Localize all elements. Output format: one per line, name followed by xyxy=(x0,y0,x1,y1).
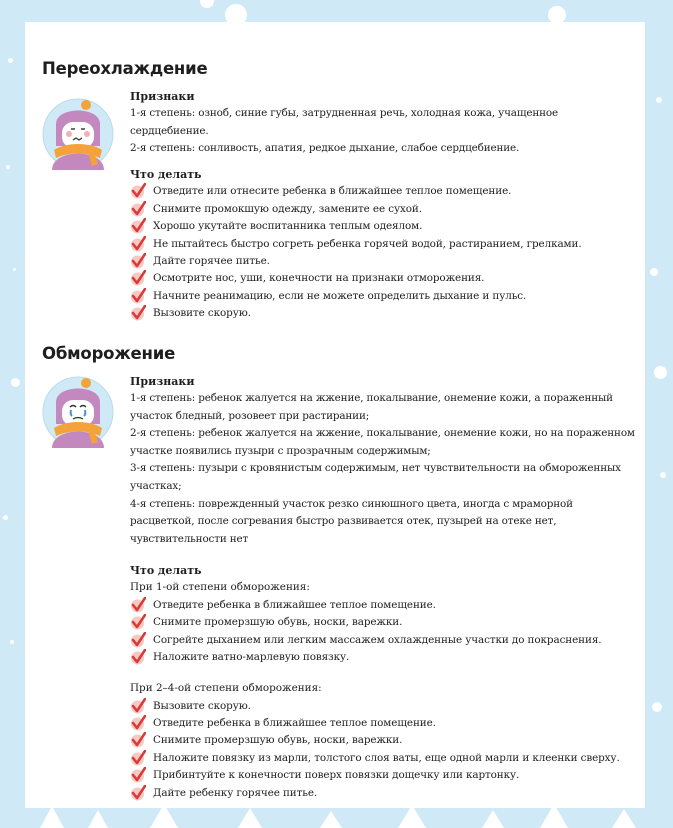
sign-text: 2-я степень: сонливость, апатия, редкое дыхание, слабое сердцебиение. xyxy=(130,142,520,155)
step-text: Дайте горячее питье. xyxy=(153,255,270,268)
checkmark-icon xyxy=(130,218,146,234)
checkmark-icon xyxy=(130,270,146,286)
list-item xyxy=(130,287,635,304)
checkmark-icon xyxy=(130,750,146,766)
step-text: Прибинтуйте к конечности поверх повязки дощечку или картонку. xyxy=(153,769,520,782)
checkmark-icon xyxy=(130,201,146,217)
signs-label: Признаки xyxy=(130,90,195,103)
step-text: Наложите повязку из марли, толстого слоя ваты, еще одной марли и клеенки сверху. xyxy=(153,751,620,764)
list-item xyxy=(130,596,635,613)
checkmark-icon xyxy=(130,649,146,665)
step-text: Не пытайтесь быстро согреть ребенка горячей водой, растиранием, грелками. xyxy=(153,237,582,250)
section-title-frostbite: Обморожение xyxy=(42,344,176,363)
checkmark-icon xyxy=(130,715,146,731)
list-item xyxy=(130,235,635,252)
step-text: Дайте ребенку горячее питье. xyxy=(153,786,318,799)
sign-text: 1-я степень: ребенок жалуется на жжение, покалывание, онемение кожи, а пораженный участок бледный, розовеет при растирании; xyxy=(130,392,613,422)
child-cold-icon xyxy=(42,98,114,170)
step-text: Вызовите скорую. xyxy=(153,307,251,320)
sign-text: 3-я степень: пузыри с кровянистым содержимым, нет чувствительности на обмороженных участках; xyxy=(130,462,621,492)
content-card xyxy=(25,22,645,808)
list-item xyxy=(130,200,635,217)
sign-text: 4-я степень: поврежденный участок резко синюшного цвета, иногда с мраморной расцветкой, после согревания быстро развивается отек, пузырей на отеке нет, чувствительности нет xyxy=(130,497,573,545)
step-text: Наложите ватно-марлевую повязку. xyxy=(153,651,350,664)
list-item xyxy=(130,631,635,648)
checkmark-icon xyxy=(130,183,146,199)
list-item xyxy=(130,649,635,666)
checkmark-icon xyxy=(130,698,146,714)
group-heading: При 2–4-ой степени обморожения: xyxy=(130,681,322,694)
step-text: Хорошо укутайте воспитанника теплым одеялом. xyxy=(153,220,423,233)
step-text: Осмотрите нос, уши, конечности на признаки отморожения. xyxy=(153,272,485,285)
checkmark-icon xyxy=(130,305,146,321)
signs-label: Признаки xyxy=(130,375,195,388)
steps-list xyxy=(130,697,635,801)
list-item xyxy=(130,218,635,235)
list-item xyxy=(130,732,635,749)
section-title-hypothermia: Переохлаждение xyxy=(42,59,208,78)
list-item xyxy=(130,714,635,731)
checkmark-icon xyxy=(130,236,146,252)
step-text: Снимите промерзшую обувь, носки, варежки. xyxy=(153,616,403,629)
todo-label: Что делать xyxy=(130,167,202,181)
list-item xyxy=(130,697,635,714)
checkmark-icon xyxy=(130,288,146,304)
step-text: Снимите промерзшую обувь, носки, варежки. xyxy=(153,734,403,747)
step-text: Согрейте дыханием или легким массажем охлажденные участки до покраснения. xyxy=(153,633,602,646)
hypothermia-content xyxy=(130,88,635,322)
step-text: Отведите ребенка в ближайшее теплое помещение. xyxy=(153,716,436,729)
list-item xyxy=(130,784,635,801)
list-item xyxy=(130,252,635,269)
step-text: Отведите ребенка в ближайшее теплое помещение. xyxy=(153,599,436,612)
list-item xyxy=(130,305,635,322)
list-item xyxy=(130,270,635,287)
step-text: Отведите или отнесите ребенка в ближайшее теплое помещение. xyxy=(153,185,512,198)
steps-list xyxy=(130,596,635,666)
checkmark-icon xyxy=(130,597,146,613)
sign-text: 2-я степень: ребенок жалуется на жжение, покалывание, онемение кожи, но на пораженном участке появились пузыри с прозрачным содержимым; xyxy=(130,427,635,457)
todo-label: Что делать xyxy=(130,564,202,578)
child-crying-frostbite-icon xyxy=(42,376,114,448)
checkmark-icon xyxy=(130,614,146,630)
checkmark-icon xyxy=(130,253,146,269)
sign-text: 1-я степень: озноб, синие губы, затрудненная речь, холодная кожа, учащенное сердцебиение. xyxy=(130,107,558,137)
checkmark-icon xyxy=(130,767,146,783)
list-item xyxy=(130,183,635,200)
checkmark-icon xyxy=(130,732,146,748)
steps-list xyxy=(130,183,635,322)
list-item xyxy=(130,614,635,631)
checkmark-icon xyxy=(130,785,146,801)
frostbite-content xyxy=(130,373,635,801)
step-text: Вызовите скорую. xyxy=(153,699,251,712)
group-heading: При 1-ой степени обморожения: xyxy=(130,581,310,594)
checkmark-icon xyxy=(130,632,146,648)
step-text: Начните реанимацию, если не можете определить дыхание и пульс. xyxy=(153,289,527,302)
step-text: Снимите промокшую одежду, замените ее сухой. xyxy=(153,202,422,215)
list-item xyxy=(130,766,635,783)
list-item xyxy=(130,749,635,766)
